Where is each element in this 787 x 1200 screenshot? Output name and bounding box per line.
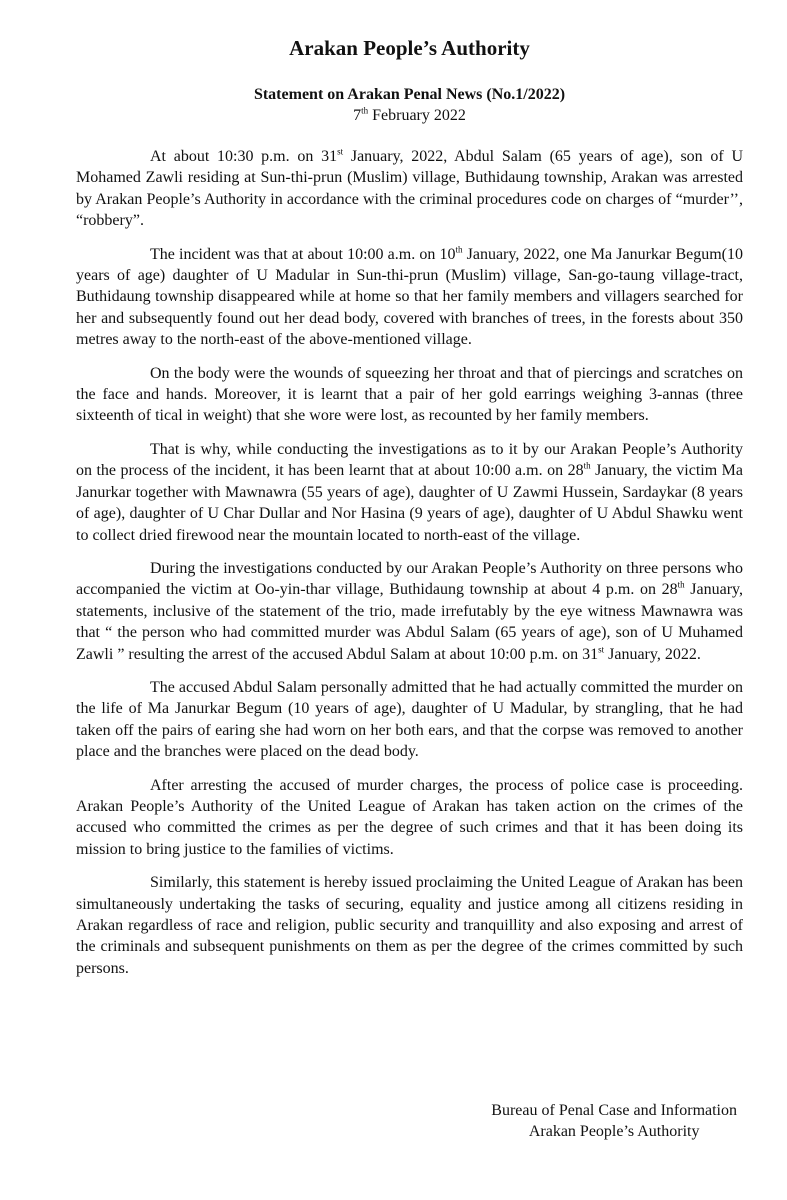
organization-title: Arakan People’s Authority (289, 36, 530, 60)
paragraph-5 (76, 558, 743, 665)
paragraph-8: Similarly, this statement is hereby issued proclaiming the United League of Arakan has been simultaneously undertaking the tasks of securing, equality and justice among all citizens residing in Arakan regardless of race and religion, public security and tranquillity and also exposing and arrest of the criminals and subsequent punishments on them as per the degree of the crimes committed by such persons. (76, 874, 743, 977)
date-day: 7 (353, 107, 362, 124)
paragraph-1-part-a: At about 10:30 p.m. on 31 (150, 148, 338, 165)
paragraph-5-sup-2: st (598, 644, 605, 655)
date-suffix: th (361, 105, 369, 116)
paragraph-3: On the body were the wounds of squeezing her throat and that of piercings and scratches on the face and hands. Moreover, it is learnt that a pair of her gold earrings weighing 3-annas (three sixteenth of tical in weight) that she wore were lost, as recounted by her family members. (76, 364, 743, 425)
paragraph-2-part-a: The incident was that at about 10:00 a.m. on 10 (150, 245, 456, 263)
paragraph-5-part-b: January, statements, inclusive of the statement of the trio, made irrefutably by the eye witness Mawnawra was that “ the person who had committed murder was Abdul Salam (65 years of age), son of U Muhamed Zawli ” resulting the arrest of the accused Abdul Salam at about 10:00 p.m. on 31 (76, 581, 743, 663)
paragraph-4-sup: th (583, 460, 591, 471)
statement-title: Statement on Arakan Penal News (No.1/2022) (253, 86, 566, 103)
signature-block (491, 1100, 737, 1142)
paragraph-1-sup: st (337, 146, 344, 157)
paragraph-5-part-a: During the investigations conducted by our Arakan People’s Authority on three persons who accompanied the victim at Oo-yin-thar village, Buthidaung township at about 4 p.m. on 28 (76, 559, 743, 599)
paragraph-6: The accused Abdul Salam personally admitted that he had actually committed the murder on the life of Ma Janurkar Begum (10 years of age), daughter of U Madular, by strangling, that he had taken off the pairs of earing she had worn on her both ears, and that the corpse was removed to another place and the branches were placed on the dead body. (76, 678, 743, 761)
paragraph-2-part-b: January, 2022, one Ma Janurkar Begum(10 years of age) daughter of U Madular in Sun-thi-prun (Muslim) village, San-go-taung village-tract, Buthidaung township disappeared while at home so that her family members and villagers searched for her and subsequently found out her dead body, covered with branches of trees, in the forests about 350 metres away to the north-east of the above-mentioned village. (76, 245, 744, 349)
paragraph-7: After arresting the accused of murder charges, the process of police case is proceeding. Arakan People’s Authority of the United League of Arakan has taken action on the crimes of the accused who committed the crimes as per the degree of such crimes and that it has been doing its mission to bring justice to the families of victims. (76, 776, 743, 858)
signature-line-authority: Arakan People’s Authority (528, 1123, 700, 1140)
date-rest: February 2022 (372, 107, 466, 124)
paragraph-5-sup-1: th (677, 579, 685, 590)
paragraph-2 (76, 244, 743, 351)
paragraph-1-part-b: January, 2022, Abdul Salam (65 years of age), son of U Mohamed Zawli residing at Sun-thi-prun (Muslim) village, Buthidaung township, Arakan was arrested by Arakan People’s Authority in accordance with the criminal procedures code on charges of “murder’’, “robbery”. (76, 148, 744, 230)
paragraph-4-part-a: That is why, while conducting the investigations as to it by our Arakan People’s Authority on the process of the incident, it has been learnt that at about 10:00 a.m. on 28 (76, 440, 743, 480)
paragraph-4-part-b: January, the victim Ma Janurkar together with Mawnawra (55 years of age), daughter of U Zawmi Hussein, Sardaykar (8 years of age), daughter of U Char Dullar and Nor Hasina (9 years of age), daughter of U Abdul Shawku went to collect dried firewood near the mountain located to north-east of the village. (76, 462, 743, 544)
statement-date (76, 105, 743, 126)
paragraph-5-part-c: January, 2022. (604, 645, 701, 663)
paragraph-4 (76, 439, 743, 546)
paragraph-2-sup: th (455, 244, 463, 255)
signature-line-bureau: Bureau of Penal Case and Information (491, 1102, 737, 1119)
paragraph-1 (76, 146, 743, 232)
statement-body (76, 146, 743, 979)
